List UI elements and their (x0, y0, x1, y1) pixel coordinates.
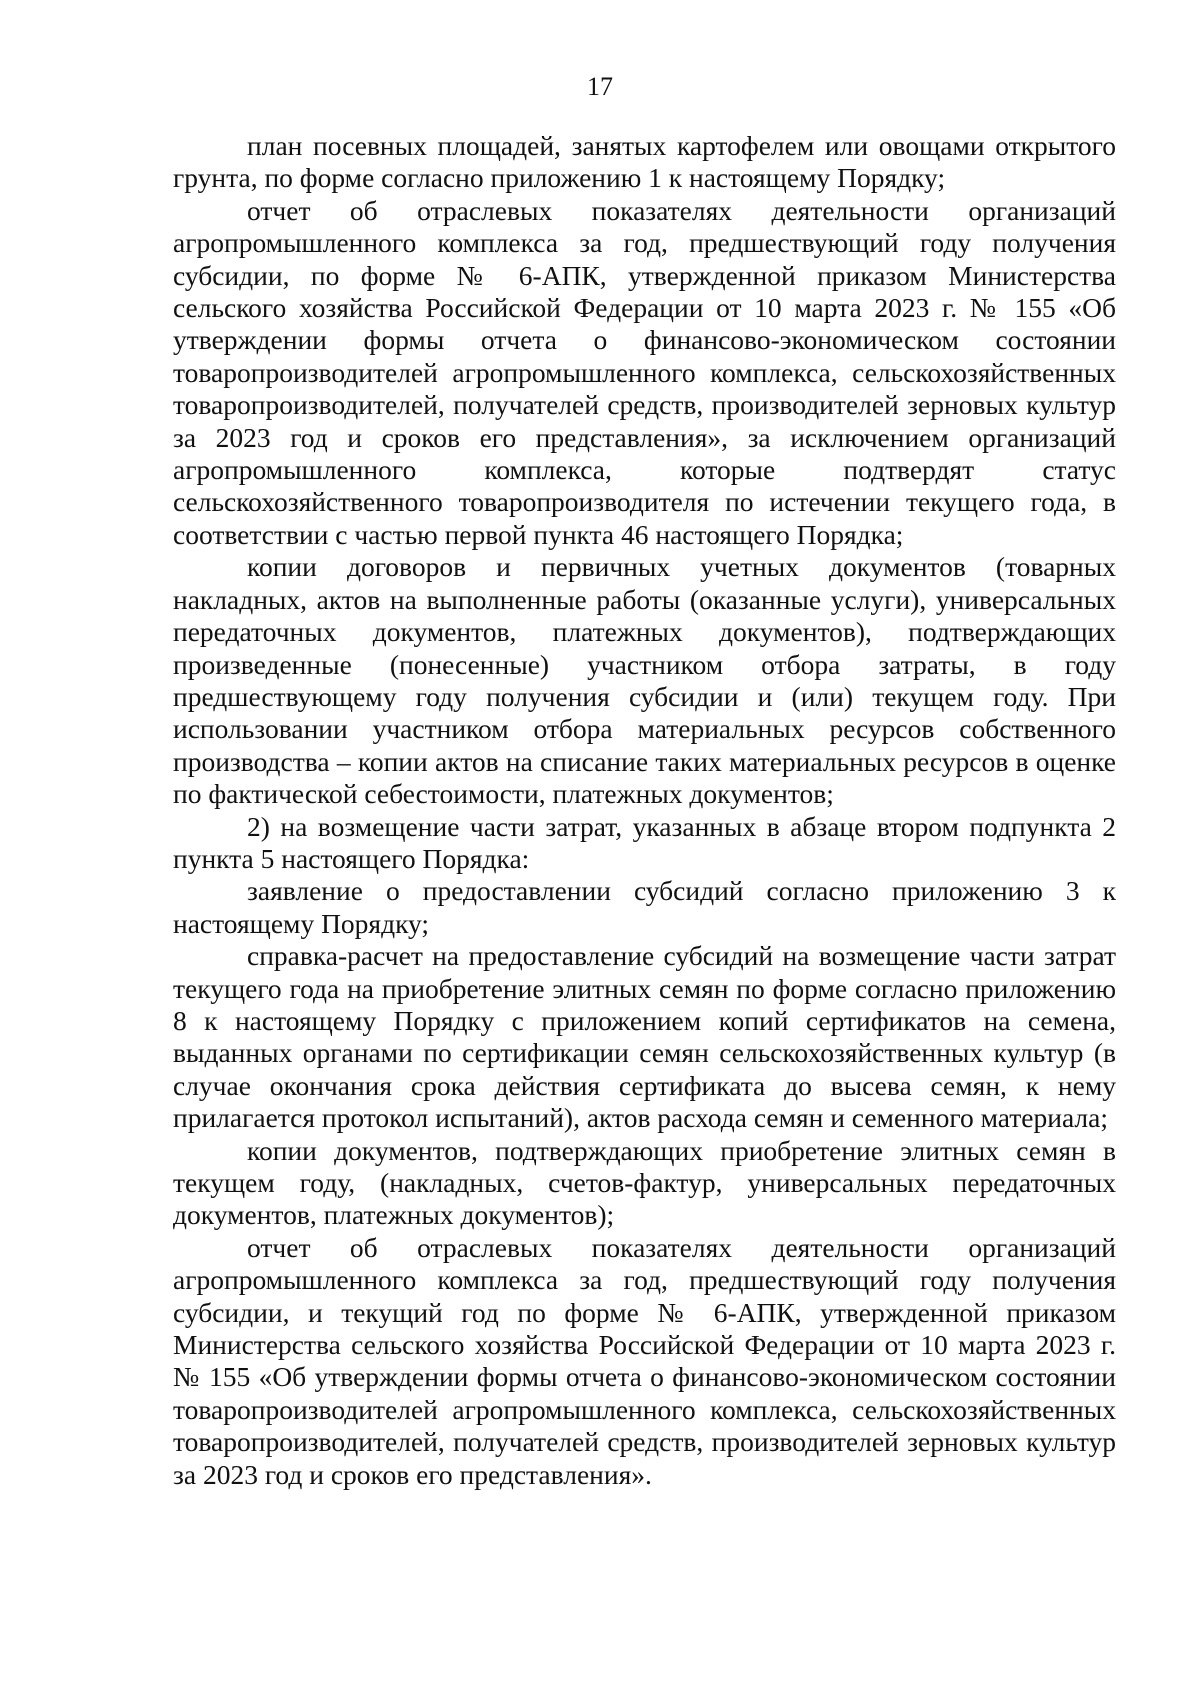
paragraph-application: заявление о предоставлении субсидий согласно приложению 3 к настоящему Порядку; (173, 875, 1116, 939)
paragraph-subitem-2: 2) на возмещение части затрат, указанных в абзаце втором подпункта 2 пункта 5 настоящего Порядка: (173, 810, 1116, 874)
paragraph-report-6apk-current-year: отчет об отраслевых показателях деятельности организаций агропромышленного комплекса за год, предшествующий году получения субсидии, и текущий год по форме № 6-АПК, утвержденной приказом Министерства сельского хозяйства Российской Федерации от 10 марта 2023 г. № 155 «Об утверждении формы отчета о финансово-экономическом состоянии товаропроизводителей агропромышленного комплекса, сельскохозяйственных товаропроизводителей, получателей средств, производителей зерновых культур за 2023 год и сроков его представления». (173, 1231, 1116, 1490)
document-body (173, 130, 1116, 1491)
paragraph-report-6apk-previous-year: отчет об отраслевых показателях деятельности организаций агропромышленного комплекса за год, предшествующий году получения субсидии, по форме № 6-АПК, утвержденной приказом Министерства сельского хозяйства Российской Федерации от 10 марта 2023 г. № 155 «Об утверждении формы отчета о финансово-экономическом состоянии товаропроизводителей агропромышленного комплекса, сельскохозяйственных товаропроизводителей, получателей средств, производителей зерновых культур за 2023 год и сроков его представления», за исключением организаций агропромышленного комплекса, которые подтвердят статус сельскохозяйственного товаропроизводителя по истечении текущего года, в соответствии с частью первой пункта 46 настоящего Порядка; (173, 194, 1116, 550)
page-number: 17 (587, 72, 613, 101)
paragraph-elite-seed-documents: копии документов, подтверждающих приобретение элитных семян в текущем году, (накладных, счетов-фактур, универсальных передаточных документов, платежных документов); (173, 1134, 1116, 1231)
paragraph-calculation-certificate: справка-расчет на предоставление субсидий на возмещение части затрат текущего года на приобретение элитных семян по форме согласно приложению 8 к настоящему Порядку с приложением копий сертификатов на семена, выданных органами по сертификации семян сельскохозяйственных культур (в случае окончания срока действия сертификата до высева семян, к нему прилагается протокол испытаний), актов расхода семян и семенного материала; (173, 940, 1116, 1134)
paragraph-contract-copies: копии договоров и первичных учетных документов (товарных накладных, актов на выполненные работы (оказанные услуги), универсальных передаточных документов, платежных документов), подтверждающих произведенные (понесенные) участником отбора затраты, в году предшествующему году получения субсидии и (или) текущем году. При использовании участником отбора материальных ресурсов собственного производства – копии актов на списание таких материальных ресурсов в оценке по фактической себестоимости, платежных документов; (173, 551, 1116, 810)
paragraph-sowing-plan: план посевных площадей, занятых картофелем или овощами открытого грунта, по форме согласно приложению 1 к настоящему Порядку; (173, 130, 1116, 194)
